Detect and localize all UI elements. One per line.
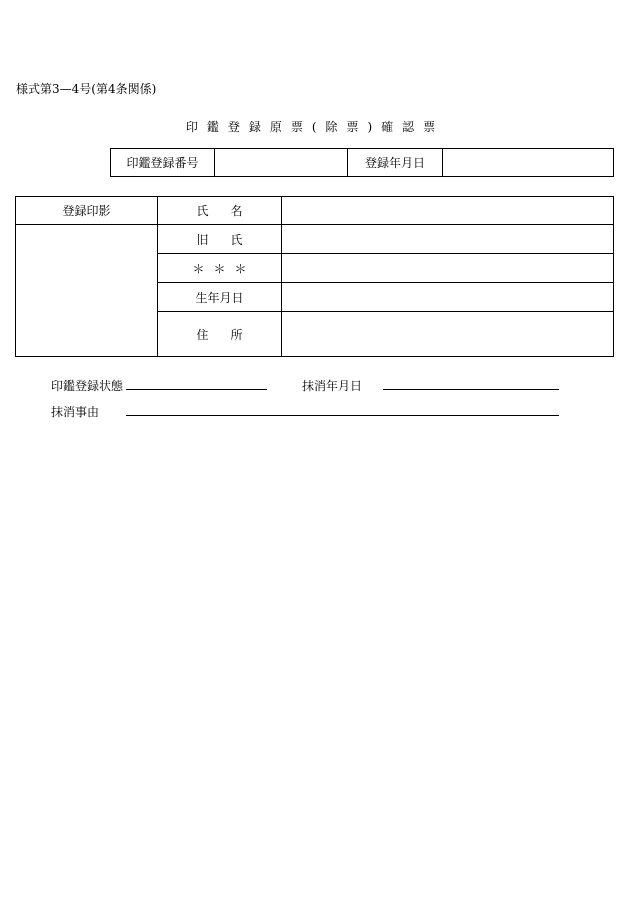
registration-date-label: 登録年月日 xyxy=(348,149,443,177)
registration-status-label: 印鑑登録状態 xyxy=(51,379,124,393)
name-field[interactable] xyxy=(282,197,614,225)
birth-date-label: 生年月日 xyxy=(158,283,282,312)
registration-date-field[interactable] xyxy=(443,149,614,177)
cancellation-reason-field[interactable] xyxy=(126,401,559,416)
cancellation-date-label: 抹消年月日 xyxy=(302,379,363,393)
seal-impression-label: 登録印影 xyxy=(16,197,158,225)
registration-info-row xyxy=(111,149,614,177)
address-field[interactable] xyxy=(282,312,614,357)
seal-number-field[interactable] xyxy=(215,149,348,177)
seal-impression-area xyxy=(16,225,158,357)
former-surname-field[interactable] xyxy=(282,225,614,254)
person-info-table xyxy=(15,196,614,357)
masked-label: ＊＊＊ xyxy=(158,254,282,283)
name-label: 氏名 xyxy=(158,197,282,225)
document-title: 印鑑登録原票(除票)確認票 xyxy=(185,120,445,134)
table-row xyxy=(16,197,614,225)
cancellation-reason-label: 抹消事由 xyxy=(51,405,100,419)
registration-info-table xyxy=(110,148,614,177)
masked-field[interactable] xyxy=(282,254,614,283)
former-surname-label: 旧氏 xyxy=(158,225,282,254)
birth-date-field[interactable] xyxy=(282,283,614,312)
form-number: 様式第3—4号(第4条関係) xyxy=(16,82,157,96)
table-row xyxy=(16,225,614,254)
address-label: 住所 xyxy=(158,312,282,357)
cancellation-date-field[interactable] xyxy=(383,375,559,390)
seal-number-label: 印鑑登録番号 xyxy=(111,149,215,177)
registration-status-field[interactable] xyxy=(126,375,267,390)
